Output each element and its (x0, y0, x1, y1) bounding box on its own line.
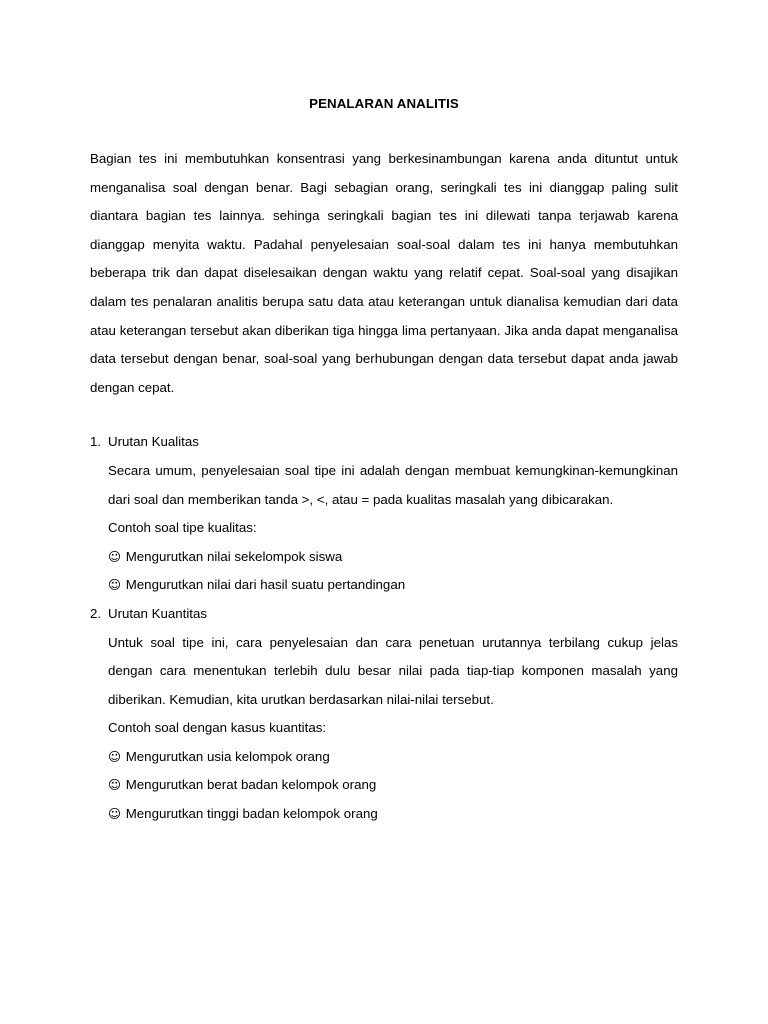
section-urutan-kualitas (90, 428, 678, 600)
section-title: Urutan Kualitas (108, 434, 199, 450)
list-item (108, 800, 678, 829)
list-item-text: Mengurutkan tinggi badan kelompok orang (125, 806, 378, 822)
list-item-text: Mengurutkan usia kelompok orang (125, 748, 330, 764)
document-title: PENALARAN ANALITIS (309, 96, 459, 111)
list-item-text: Mengurutkan nilai sekelompok siswa (125, 548, 343, 564)
section-urutan-kuantitas (90, 600, 678, 829)
intro-paragraph: Bagian tes ini membutuhkan konsentrasi yang berkesinambungan karena anda dituntut untuk menganalisa soal dengan benar. Bagi sebagian orang, seringkali tes ini dianggap paling sulit diantara bagian tes lainnya. sehinga seringkali bagian tes ini dilewati tanpa terjawab karena dianggap menyita waktu. Padahal penyelesaian soal-soal dalam tes ini hanya membutuhkan beberapa trik dan dapat diselesaikan dengan waktu yang relatif cepat. Soal-soal yang disajikan dalam tes penalaran analitis berupa satu data atau keterangan untuk dianalisa kemudian dari data atau keterangan tersebut akan diberikan tiga hingga lima pertanyaan. Jika anda dapat menganalisa data tersebut dengan benar, soal-soal yang berhubungan dengan data tersebut dapat anda jawab dengan cepat. (90, 151, 678, 395)
list-item (108, 571, 678, 600)
examples-label: Contoh soal dengan kasus kuantitas: (108, 720, 327, 736)
list-item-text: Mengurutkan nilai dari hasil suatu pertandingan (125, 577, 406, 593)
section-title: Urutan Kuantitas (108, 605, 208, 621)
section-number: 1. (90, 434, 102, 450)
section-paragraph: Secara umum, penyelesaian soal tipe ini adalah dengan membuat kemungkinan-kemungkinan dari soal dan memberikan tanda >, <, atau = pada kualitas masalah yang dibicarakan. (108, 462, 678, 507)
list-item (108, 771, 678, 800)
document-page (90, 90, 678, 829)
list-item (108, 543, 678, 572)
examples-label: Contoh soal tipe kualitas: (108, 520, 257, 536)
section-paragraph: Untuk soal tipe ini, cara penyelesaian dan cara penetuan urutannya terbilang cukup jelas dengan cara menentukan terlebih dulu besar nilai pada tiap-tiap komponen masalah yang diberikan. Kemudian, kita urutkan berdasarkan nilai-nilai tersebut. (108, 634, 678, 707)
smiley-icon: ☺ (108, 577, 122, 593)
section-heading (90, 600, 678, 629)
section-heading (90, 428, 678, 457)
list-item-text: Mengurutkan berat badan kelompok orang (125, 777, 377, 793)
list-item (108, 743, 678, 772)
smiley-icon: ☺ (108, 777, 122, 793)
smiley-icon: ☺ (108, 806, 122, 822)
smiley-icon: ☺ (108, 748, 122, 764)
section-number: 2. (90, 605, 102, 621)
smiley-icon: ☺ (108, 548, 122, 564)
